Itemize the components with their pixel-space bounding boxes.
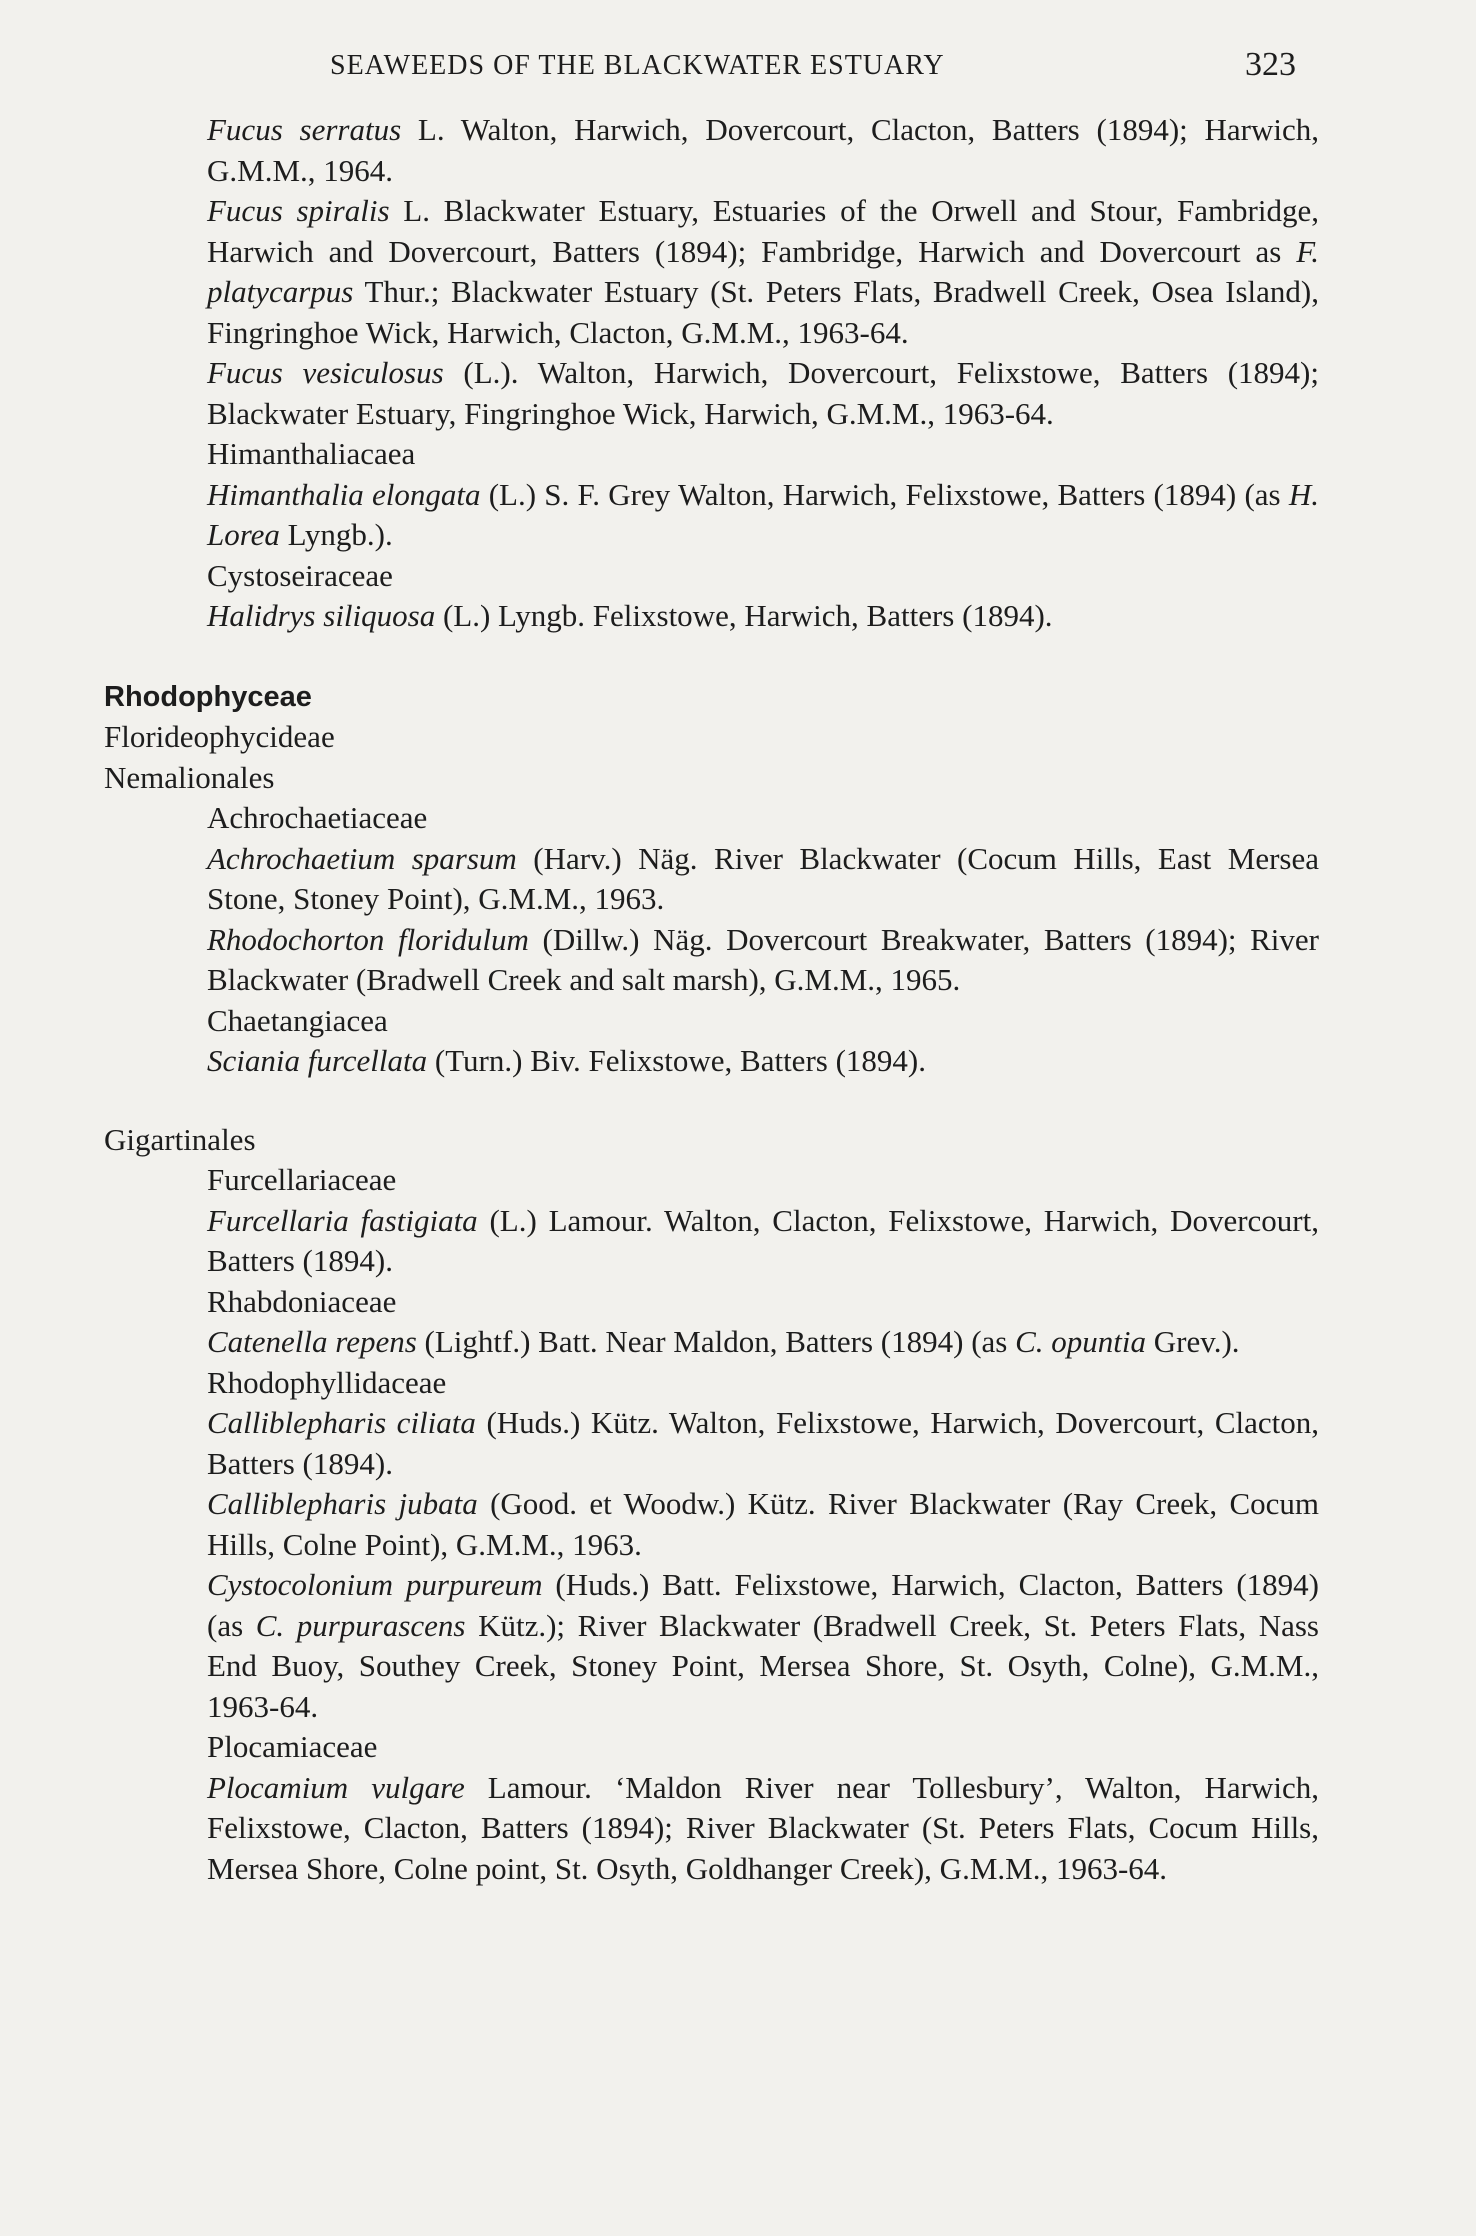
species-name: Furcellaria fastigiata [207,1202,478,1238]
species-records: Walton, Harwich, Dovercourt, Clacton, Batters (1894); Harwich, G.M.M., 1964. [207,112,1319,188]
entry-calliblepharis-jubata [207,1484,1319,1565]
order-nemalionales: Nemalionales [104,759,275,795]
species-name: Achrochaetium sparsum [207,840,517,876]
species-records: Walton, Felixstowe, Harwich, Dovercourt, Clacton, Batters (1894). [207,1405,1319,1481]
page-number: 323 [1245,46,1296,83]
order-gigartinales: Gigartinales [104,1121,256,1157]
synonym-name: C. purpurascens [255,1607,466,1643]
entry-furcellaria-fastigiata [207,1201,1319,1282]
species-name: Plocamium vulgare [207,1769,465,1805]
species-records-cont: Kütz.); River Blackwater (Bradwell Creek, St. Peters Flats, Nass End Buoy, Southey Creek, Stoney Point, Mersea Shore, St. Osyth, Colne), G.M.M., 1963-64. [207,1607,1319,1724]
species-author: (Dillw.) Näg. [528,921,713,957]
species-author: (Turn.) Biv. [427,1043,581,1078]
species-records: Dovercourt Breakwater, Batters (1894); River Blackwater (Bradwell Creek and salt marsh), G.M.M., 1965. [207,921,1319,997]
entry-rhodochorton-floridulum [207,920,1319,1001]
species-name: Fucus spiralis [207,193,390,228]
species-records: Felixstowe, Harwich, Batters (1894). [585,598,1053,633]
section-gap [104,1082,1319,1120]
section-gap [104,637,1319,677]
species-records: Felixstowe, Batters (1894). [580,1043,926,1078]
entry-halidrys-siliquosa [207,596,1319,637]
page-body [104,110,1319,1889]
species-records: River Blackwater (Ray Creek, Cocum Hills, Colne Point), G.M.M., 1963. [207,1486,1319,1562]
species-records-cont: Thur.; Blackwater Estuary (St. Peters Flats, Bradwell Creek, Osea Island), Fingringhoe Wick, Harwich, Clacton, G.M.M., 1963-64. [207,274,1319,350]
family-plocamiaceae: Plocamiaceae [207,1729,378,1764]
species-name: Catenella repens [207,1324,417,1359]
species-name: Calliblepharis ciliata [207,1405,476,1440]
synonym-name: F. platycarpus [207,233,1319,309]
species-author: (L.) Lyngb. [435,598,586,633]
synonym-name: C. opuntia [1015,1324,1147,1359]
species-name: Fucus vesiculosus [207,355,444,390]
family-rhodophyllidaceae: Rhodophyllidaceae [207,1364,447,1400]
entry-plocamium-vulgare [207,1768,1319,1890]
species-name: Himanthalia elongata [207,476,481,512]
class-heading-rhodophyceae: Rhodophyceae [104,680,312,713]
species-records: Near Maldon, Batters (1894) (as [597,1324,1016,1359]
species-records: Blackwater Estuary, Estuaries of the Orwell and Stour, Fambridge, Harwich and Dovercourt, Batters (1894); Fambridge, Harwich and Dovercourt as [207,193,1320,269]
species-name: Calliblepharis jubata [207,1486,478,1521]
species-author: (Harv.) Näg. [516,840,698,876]
entry-catenella-repens [207,1322,1319,1363]
species-records-cont: Lyngb.). [279,517,393,552]
species-author: (Lightf.) Batt. [416,1324,598,1359]
species-name: Halidrys siliquosa [207,598,436,633]
family-furcellariaceae: Furcellariaceae [207,1162,397,1197]
entry-fucus-spiralis [207,191,1319,353]
species-author: L. [389,193,430,228]
species-records-cont: Grev.). [1146,1324,1240,1359]
species-author: (Good. et Woodw.) Kütz. [477,1486,816,1521]
entry-cystocolonium-purpureum [207,1565,1319,1727]
species-name: Cystocolonium purpureum [207,1567,543,1602]
family-achrochaetiaceae: Achrochaetiaceae [207,800,428,835]
species-records: Felixstowe, Harwich, Clacton, Batters (1894) (as [207,1567,1320,1643]
species-name: Sciania furcellata [207,1043,428,1078]
species-records: River Blackwater (Cocum Hills, East Mersea Stone, Stoney Point), G.M.M., 1963. [207,840,1319,916]
synonym-name: H. Lorea [207,476,1319,552]
species-author: (L.). [443,355,519,390]
family-cystoseiraceae: Cystoseiraceae [207,557,393,593]
species-author: (L.) Lamour. [477,1202,653,1238]
running-head: SEAWEEDS OF THE BLACKWATER ESTUARY [330,50,945,81]
species-name: Rhodochorton floridulum [207,921,529,957]
entry-sciania-furcellata [207,1041,1319,1082]
entry-fucus-serratus [207,110,1319,191]
species-author: (L.) S. F. Grey [480,476,671,512]
family-chaetangiacea: Chaetangiacea [207,1002,388,1038]
species-name: Fucus serratus [207,112,402,147]
entry-himanthalia-elongata [207,475,1319,556]
species-records: Walton, Harwich, Dovercourt, Felixstowe, Batters (1894); Blackwater Estuary, Fingringhoe Wick, Harwich, G.M.M., 1963-64. [207,355,1319,431]
entry-achrochaetium-sparsum [207,839,1319,920]
species-author: (Huds.) Kütz. [475,1405,659,1440]
entry-fucus-vesiculosus [207,353,1319,434]
family-rhabdoniaceae: Rhabdoniaceae [207,1283,397,1319]
entry-calliblepharis-ciliata [207,1403,1319,1484]
species-records: ‘Maldon River near Tollesbury’, Walton, Harwich, Felixstowe, Clacton, Batters (1894); River Blackwater (St. Peters Flats, Cocum Hills, Mersea Shore, Colne point, St. Osyth, Goldhanger Creek), G.M.M., 1963-64. [207,1769,1320,1886]
species-author: Lamour. [464,1769,592,1805]
species-records: Walton, Harwich, Felixstowe, Batters (1894) (as [670,476,1289,512]
species-author: (Huds.) Batt. [542,1567,722,1602]
species-records: Walton, Clacton, Felixstowe, Harwich, Dovercourt, Batters (1894). [207,1202,1319,1278]
family-himanthaliaceae: Himanthaliacaea [207,436,416,471]
species-author: L. [401,112,445,147]
subclass-florideophycideae: Florideophycideae [104,719,335,754]
